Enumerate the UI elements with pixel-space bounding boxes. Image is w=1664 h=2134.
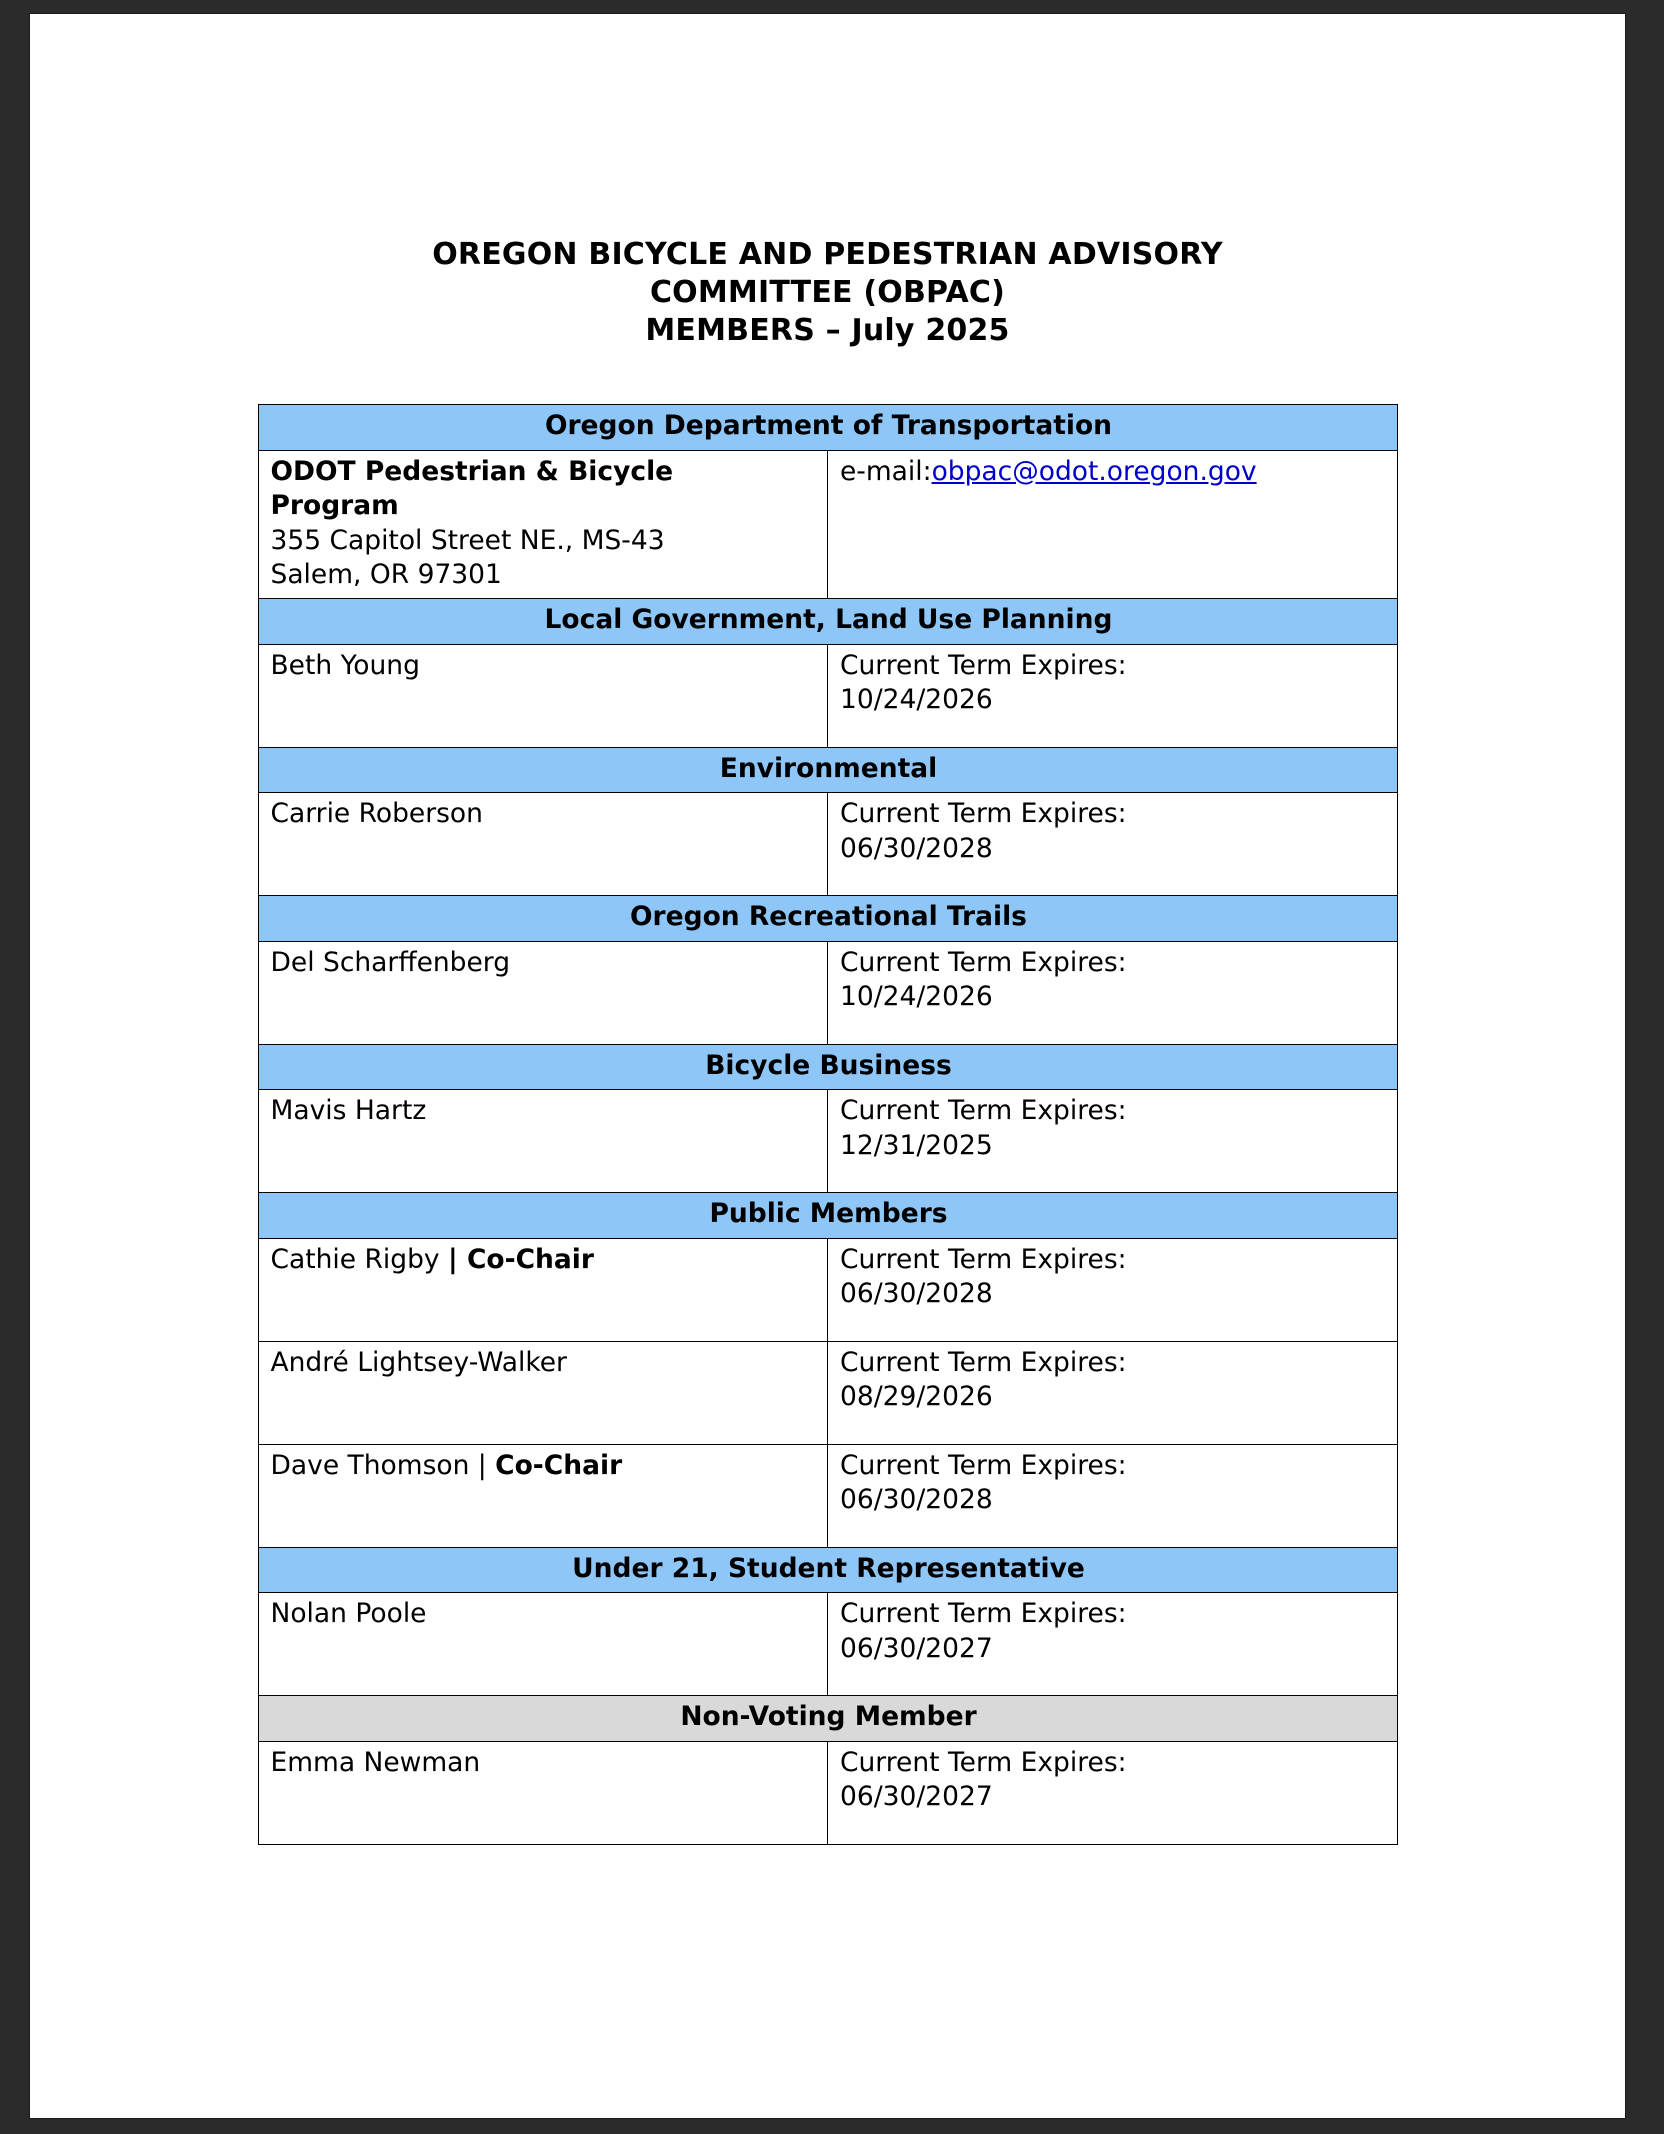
member-name: Beth Young: [270, 649, 420, 681]
member-name: André Lightsey-Walker: [270, 1346, 567, 1378]
table-section-header-row: [258, 1696, 1397, 1741]
odot-address-cell: [258, 450, 828, 599]
term-date: 06/30/2028: [840, 1278, 993, 1310]
member-term-cell: [828, 793, 1398, 896]
document-page: [30, 14, 1625, 2118]
table-row: [258, 1444, 1397, 1547]
odot-program-line1: ODOT Pedestrian & Bicycle: [270, 455, 674, 487]
member-name: Del Scharffenberg: [270, 946, 511, 978]
title-line-2: COMMITTEE (OBPAC): [649, 275, 1006, 311]
table-row: [258, 1741, 1397, 1844]
table-section-header-row: [258, 747, 1397, 792]
member-term-cell: [828, 1593, 1398, 1696]
member-name-cell: [258, 1090, 828, 1193]
term-label: Current Term Expires:: [840, 798, 1127, 830]
member-name-cell: [258, 644, 828, 747]
term-label: Current Term Expires:: [840, 946, 1127, 978]
odot-program-line2: Program: [270, 490, 399, 522]
table-section-header-row: [258, 599, 1397, 644]
table-section-header-row: [258, 405, 1397, 450]
member-term-cell: [828, 1341, 1398, 1444]
email-label: e-mail:: [840, 455, 932, 487]
table-row: [258, 1238, 1397, 1341]
section-header-local-government: Local Government, Land Use Planning: [258, 599, 1397, 644]
table-section-header-row: [258, 1547, 1397, 1592]
member-term-cell: [828, 644, 1398, 747]
section-header-recreational-trails: Oregon Recreational Trails: [258, 896, 1397, 941]
title-line-1: OREGON BICYCLE AND PEDESTRIAN ADVISORY: [432, 237, 1223, 272]
section-header-student-representative: Under 21, Student Representative: [258, 1547, 1397, 1592]
term-label: Current Term Expires:: [840, 1746, 1127, 1778]
member-name: Cathie Rigby: [270, 1243, 449, 1275]
term-date: 12/31/2025: [840, 1129, 993, 1161]
term-date: 10/24/2026: [840, 981, 993, 1013]
table-section-header-row: [258, 1044, 1397, 1089]
member-term-cell: [828, 1444, 1398, 1547]
section-header-odot: Oregon Department of Transportation: [258, 405, 1397, 450]
term-label: Current Term Expires:: [840, 1095, 1127, 1127]
table-section-header-row: [258, 1193, 1397, 1238]
page-title: [30, 236, 1625, 350]
table-row: [258, 941, 1397, 1044]
section-header-environmental: Environmental: [258, 747, 1397, 792]
table-row: [258, 793, 1397, 896]
member-name-cell: [258, 1238, 828, 1341]
table-row: [258, 1593, 1397, 1696]
term-date: 08/29/2026: [840, 1381, 993, 1413]
section-header-public-members: Public Members: [258, 1193, 1397, 1238]
member-term-cell: [828, 941, 1398, 1044]
title-line-3: MEMBERS – July 2025: [645, 313, 1010, 349]
odot-city-state-zip: Salem, OR 97301: [270, 559, 502, 591]
term-label: Current Term Expires:: [840, 1449, 1127, 1481]
table-row: [258, 1090, 1397, 1193]
member-term-cell: [828, 1238, 1398, 1341]
term-date: 06/30/2028: [840, 832, 993, 864]
email-link[interactable]: obpac@odot.oregon.gov: [931, 455, 1257, 487]
member-name: Dave Thomson |: [270, 1449, 496, 1481]
member-role: | Co-Chair: [448, 1243, 594, 1275]
table-row: [258, 1341, 1397, 1444]
member-term-cell: [828, 1090, 1398, 1193]
table-section-header-row: [258, 896, 1397, 941]
odot-email-cell: [828, 450, 1398, 599]
term-label: Current Term Expires:: [840, 1598, 1127, 1630]
member-name: Emma Newman: [270, 1746, 481, 1778]
section-header-non-voting-member: Non-Voting Member: [258, 1696, 1397, 1741]
member-term-cell: [828, 1741, 1398, 1844]
member-name-cell: [258, 1341, 828, 1444]
table-row: [258, 450, 1397, 599]
term-date: 06/30/2028: [840, 1484, 993, 1516]
member-name-cell: [258, 1444, 828, 1547]
section-header-bicycle-business: Bicycle Business: [258, 1044, 1397, 1089]
term-label: Current Term Expires:: [840, 649, 1127, 681]
odot-street: 355 Capitol Street NE., MS-43: [270, 524, 665, 556]
term-date: 06/30/2027: [840, 1632, 993, 1664]
table-row: [258, 644, 1397, 747]
members-table: [258, 404, 1398, 1844]
term-label: Current Term Expires:: [840, 1243, 1127, 1275]
term-date: 10/24/2026: [840, 684, 993, 716]
document-body: [30, 236, 1625, 1845]
member-name: Mavis Hartz: [270, 1095, 427, 1127]
member-role: Co-Chair: [495, 1449, 623, 1481]
term-date: 06/30/2027: [840, 1780, 993, 1812]
member-name-cell: [258, 1593, 828, 1696]
member-name-cell: [258, 941, 828, 1044]
member-name: Nolan Poole: [270, 1598, 427, 1630]
member-name-cell: [258, 793, 828, 896]
member-name-cell: [258, 1741, 828, 1844]
member-name: Carrie Roberson: [270, 798, 483, 830]
term-label: Current Term Expires:: [840, 1346, 1127, 1378]
